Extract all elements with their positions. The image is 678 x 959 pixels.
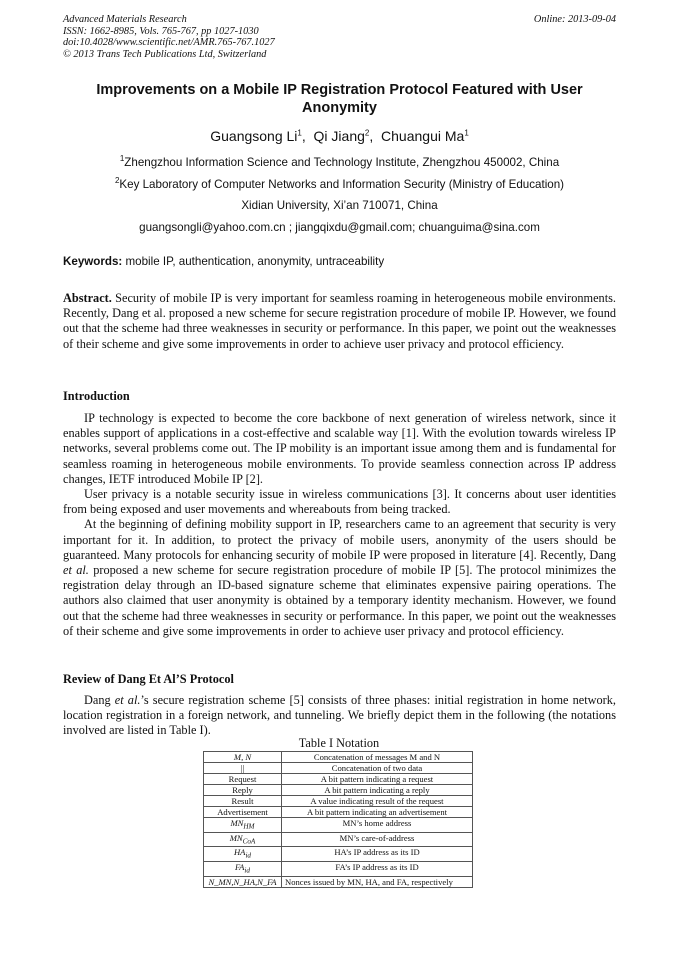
- paragraph: IP technology is expected to become the core backbone of next generation of wireless network, since it enables support of applications in a cost-effective and scalable way [1]. With the evolution towards wireless IP networks, several problems come out. The IP mobility is an important issue among them and is fundamental for seamless roaming in heterogeneous mobile environments. To provide seamless connection across IP address changes, IETF introduced Mobile IP [2].: [63, 411, 616, 486]
- symbol-cell: [204, 847, 282, 862]
- paragraph: [63, 693, 616, 739]
- affiliation-text: Zhengzhou Information Science and Technology Institute, Zhengzhou 450002, China: [124, 156, 560, 169]
- table-row: [204, 818, 473, 833]
- description-cell: A value indicating result of the request: [282, 796, 473, 807]
- description-cell: MN’s home address: [282, 818, 473, 833]
- online-date: Online: 2013-09-04: [533, 14, 616, 25]
- title-line-2: Anonymity: [302, 100, 377, 116]
- et-al: et al.: [114, 693, 141, 707]
- abstract: [63, 291, 616, 352]
- table-row: [204, 807, 473, 818]
- author-sup: 2: [364, 128, 370, 138]
- journal-header: [63, 14, 616, 60]
- description-cell: A bit pattern indicating a reply: [282, 785, 473, 796]
- description-cell: Nonces issued by MN, HA, and FA, respectively: [282, 876, 473, 887]
- paper-title: [63, 81, 616, 117]
- keywords-label: Keywords:: [63, 255, 123, 268]
- section-heading-introduction: Introduction: [63, 389, 130, 403]
- symbol-cell: N_MN,N_HA,N_FA: [204, 876, 282, 887]
- affiliation-2-line-2: Xidian University, Xi’an 710071, China: [241, 199, 438, 212]
- symbol-base: HA: [233, 847, 246, 858]
- description-cell: FA’s IP address as its ID: [282, 862, 473, 877]
- et-al: et al.: [63, 563, 89, 578]
- symbol-cell: [204, 818, 282, 833]
- description-cell: Concatenation of two data: [282, 763, 473, 774]
- symbol-base: MN: [230, 818, 244, 828]
- issn-line: ISSN: 1662-8985, Vols. 765-767, pp 1027-1030: [63, 25, 259, 37]
- paragraph-text: At the beginning of defining mobility support in IP, researchers came to an agreement that security is very important for it. In addition, to protect the privacy of mobile users, anonymity of the users should be guaranteed. Many protocols for enhancing security of mobile IP were proposed in literature [4]. Recently, Dang: [63, 517, 616, 562]
- symbol-cell: [204, 862, 282, 877]
- table-row: [204, 862, 473, 877]
- author-name: Chuangui Ma: [381, 128, 465, 144]
- description-cell: HA’s IP address as its ID: [282, 847, 473, 862]
- symbol-cell: Request: [204, 774, 282, 785]
- paragraph-text: Dang: [84, 693, 115, 707]
- symbol-subscript: HM: [243, 822, 255, 831]
- table-row: [204, 752, 473, 763]
- section-heading-review: Review of Dang Et Al’S Protocol: [63, 672, 234, 686]
- table-row: [204, 796, 473, 807]
- keywords-text: mobile IP, authentication, anonymity, untraceability: [122, 255, 385, 268]
- symbol-cell: Advertisement: [204, 807, 282, 818]
- symbol-cell: Result: [204, 796, 282, 807]
- author-emails: guangsongli@yahoo.com.cn ; jiangqixdu@gmail.com; chuanguima@sina.com: [139, 221, 540, 234]
- table-row: [204, 876, 473, 887]
- symbol-subscript: CoA: [242, 837, 256, 846]
- doi-line: doi:10.4028/www.scientific.net/AMR.765-767.1027: [63, 37, 275, 49]
- symbol-cell: Reply: [204, 785, 282, 796]
- table-row: [204, 847, 473, 862]
- symbol-subscript: id: [245, 852, 252, 861]
- title-line-1: Improvements on a Mobile IP Registration Protocol Featured with User: [96, 82, 583, 98]
- description-cell: A bit pattern indicating an advertisement: [282, 807, 473, 818]
- symbol-cell: M, N: [204, 752, 282, 763]
- paragraph: [63, 517, 616, 639]
- affiliation-sup: 2: [114, 176, 120, 186]
- paragraph-text: ’s secure registration scheme [5] consists of three phases: initial registration in home network, location registration in a foreign network, and tunneling. We briefly depict them in the following (the notations involved are listed in Table I).: [63, 693, 616, 738]
- affiliation-2: [63, 178, 616, 191]
- affiliation-sup: 1: [119, 154, 125, 164]
- author-list: Guangsong Li$^1$, Qi Jiang$^2$, Chuangui Ma$^1$: [210, 128, 469, 144]
- author-sup: 1: [464, 128, 469, 138]
- author-name: Qi Jiang: [313, 128, 365, 144]
- notation-table: [203, 751, 473, 888]
- description-cell: Concatenation of messages M and N: [282, 752, 473, 763]
- symbol-base: MN: [229, 832, 243, 843]
- introduction-body: [63, 411, 616, 639]
- affiliation-1: [63, 156, 616, 169]
- table-row: [204, 832, 473, 847]
- abstract-text: Security of mobile IP is very important for seamless roaming in heterogeneous mobile environments. Recently, Dang et al. proposed a new scheme for secure registration procedure of mobile IP. However, we found out that the scheme had three weaknesses in security or performance. In this paper, we point out the weaknesses of their scheme and give some improvements in order to achieve user privacy and protocol efficiency.: [63, 291, 616, 351]
- symbol-cell: [204, 832, 282, 847]
- author-sup: 1: [297, 128, 302, 138]
- description-cell: MN’s care-of-address: [282, 832, 473, 847]
- affiliation-text: Key Laboratory of Computer Networks and Information Security (Ministry of Education): [119, 178, 565, 191]
- symbol-subscript: id: [244, 866, 250, 875]
- table-row: [204, 774, 473, 785]
- description-cell: A bit pattern indicating a request: [282, 774, 473, 785]
- paragraph-text: proposed a new scheme for secure registration procedure of mobile IP [5]. The protocol minimizes the registration delay through an ID-based signature scheme that eliminates expensive pairing operations. The authors also claimed that user anonymity is obtained by a temporary identity mechanism. However, we found out that the scheme had three weaknesses in security or performance. In this paper, we point out the weaknesses of their scheme and give some improvements in order to achieve user privacy and protocol efficiency.: [63, 563, 616, 638]
- copyright-line: © 2013 Trans Tech Publications Ltd, Switzerland: [63, 48, 267, 60]
- abstract-label: Abstract.: [63, 291, 112, 305]
- paragraph: User privacy is a notable security issue in wireless communications [3]. It concerns about user identities from being exposed and user movements and whereabouts from being tracked.: [63, 487, 616, 517]
- table-row: [204, 763, 473, 774]
- author-name: Guangsong Li: [210, 128, 298, 144]
- review-body: [63, 693, 616, 739]
- symbol-base: FA: [235, 862, 245, 873]
- symbol-cell: ||: [204, 763, 282, 774]
- table-row: [204, 785, 473, 796]
- table-caption: Table I Notation: [298, 736, 380, 750]
- keywords: [63, 255, 616, 268]
- journal-name: Advanced Materials Research: [63, 14, 187, 25]
